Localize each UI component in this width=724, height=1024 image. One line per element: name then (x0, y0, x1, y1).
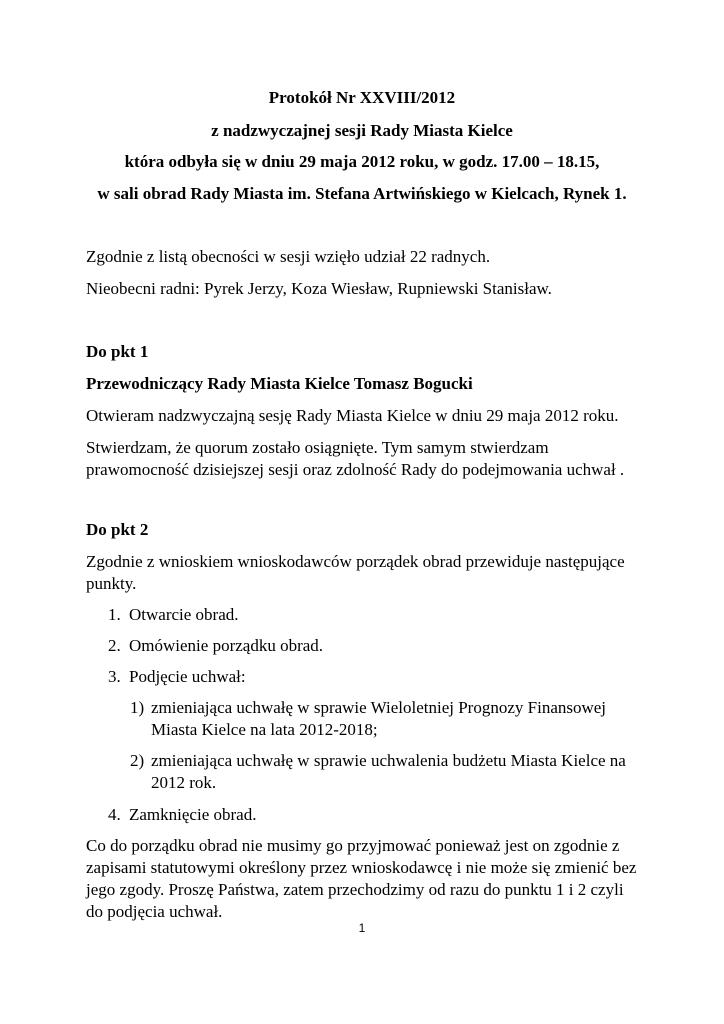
agenda-subitem-line1: zmieniająca uchwałę w sprawie Wieloletniej Prognozy Finansowej (151, 698, 607, 717)
point1-quorum-line2: prawomocność dzisiejszej sesji oraz zdolność Rady do podejmowania uchwał . (86, 460, 625, 479)
point1-opening: Otwieram nadzwyczajną sesję Rady Miasta Kielce w dniu 29 maja 2012 roku. (86, 406, 619, 425)
point2-intro-line2: punkty. (86, 574, 137, 593)
agenda-subitem (130, 697, 640, 741)
closing-line2: zapisami statutowymi określony przez wnioskodawcę i nie może się zmienić bez (86, 858, 637, 877)
point1-heading: Do pkt 1 (86, 342, 149, 361)
agenda-item-number: 2. (108, 636, 121, 655)
attendance-absent: Nieobecni radni: Pyrek Jerzy, Koza Wiesław, Rupniewski Stanisław. (86, 279, 552, 298)
closing-line4: do podjęcia uchwał. (86, 902, 223, 921)
agenda-item (108, 804, 608, 826)
agenda-item (108, 666, 608, 688)
page-number: 1 (358, 921, 366, 935)
point1-quorum-line1: Stwierdzam, że quorum zostało osiągnięte. Tym samym stwierdzam (86, 438, 549, 457)
agenda-item-number: 1. (108, 605, 121, 624)
agenda-subitem-number: 2) (130, 751, 145, 770)
closing-line1: Co do porządku obrad nie musimy go przyjmować ponieważ jest on zgodnie z (86, 836, 620, 855)
closing-line3: jego zgody. Proszę Państwa, zatem przechodzimy od razu do punktu 1 i 2 czyli (86, 880, 624, 899)
agenda-item-number: 4. (108, 805, 121, 824)
agenda-item-text: Zamknięcie obrad. (129, 805, 257, 824)
agenda-subitem-line2: Miasta Kielce na lata 2012-2018; (151, 720, 378, 739)
agenda-item-text: Otwarcie obrad. (129, 605, 239, 624)
point2-intro-line1: Zgodnie z wnioskiem wnioskodawców porządek obrad przewiduje następujące (86, 552, 625, 571)
session-location: w sali obrad Rady Miasta im. Stefana Artwińskiego w Kielcach, Rynek 1. (97, 184, 627, 203)
document-title: Protokół Nr XXVIII/2012 (268, 88, 456, 107)
point2-heading: Do pkt 2 (86, 520, 149, 539)
agenda-item (108, 604, 608, 626)
agenda-subitem (130, 750, 640, 794)
attendance-present: Zgodnie z listą obecności w sesji wzięło udział 22 radnych. (86, 247, 491, 266)
agenda-item (108, 635, 608, 657)
session-type: z nadzwyczajnej sesji Rady Miasta Kielce (211, 121, 513, 140)
agenda-item-text: Omówienie porządku obrad. (129, 636, 324, 655)
point1-speaker: Przewodniczący Rady Miasta Kielce Tomasz Bogucki (86, 374, 473, 393)
agenda-subitem-line1: zmieniająca uchwałę w sprawie uchwalenia budżetu Miasta Kielce na (151, 751, 626, 770)
agenda-subitem-number: 1) (130, 698, 145, 717)
agenda-subitem-line2: 2012 rok. (151, 773, 217, 792)
session-date-time: która odbyła się w dniu 29 maja 2012 roku, w godz. 17.00 – 18.15, (124, 152, 600, 171)
agenda-item-text: Podjęcie uchwał: (129, 667, 246, 686)
agenda-item-number: 3. (108, 667, 121, 686)
